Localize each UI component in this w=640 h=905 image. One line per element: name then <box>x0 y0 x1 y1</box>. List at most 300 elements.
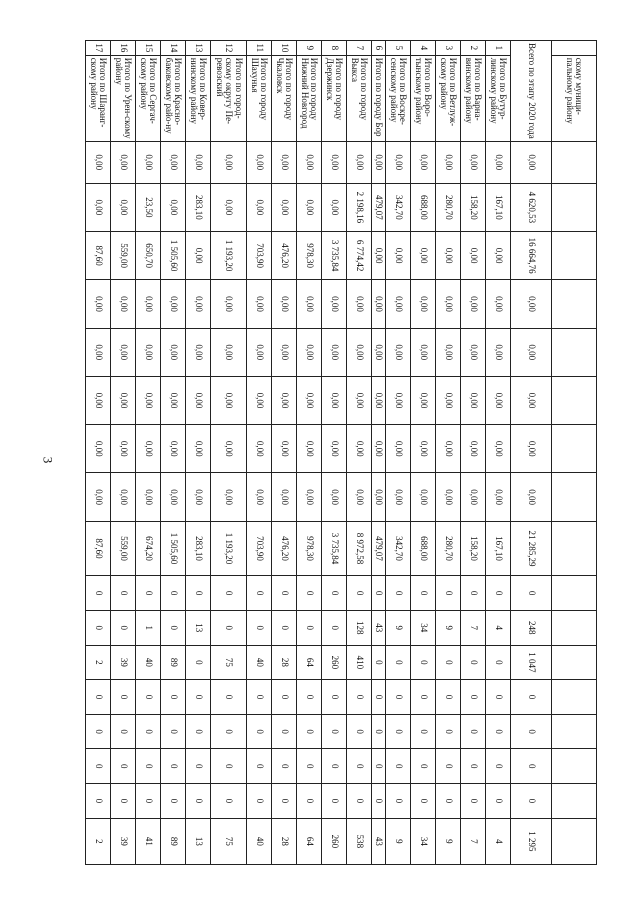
total-value-cell: 0 <box>511 784 552 819</box>
value-cell: 40 <box>246 645 271 680</box>
value-cell: 0,00 <box>296 376 321 424</box>
total-value-cell: 248 <box>511 610 552 645</box>
district-name-cell: Итого по Шаранг-скому району <box>86 55 111 141</box>
value-cell: 0 <box>321 610 346 645</box>
value-cell: 0,00 <box>296 425 321 473</box>
value-cell: 0 <box>211 714 247 749</box>
value-cell: 1 193,20 <box>211 232 247 280</box>
value-cell: 0,00 <box>461 328 486 376</box>
value-cell: 0,00 <box>411 280 436 328</box>
value-cell: 0,00 <box>211 473 247 521</box>
table-row <box>271 41 296 865</box>
value-cell: 0 <box>111 749 136 784</box>
value-cell: 0 <box>371 576 385 611</box>
value-cell: 0,00 <box>136 141 161 183</box>
district-name-cell: Итого по Ветлуж-скому району <box>436 55 461 141</box>
table-cell <box>552 425 597 473</box>
value-cell: 28 <box>271 645 296 680</box>
value-cell: 0,00 <box>461 232 486 280</box>
district-name-cell: Итого по Сергач-скому району <box>136 55 161 141</box>
table-cell <box>552 680 597 715</box>
value-cell: 0,00 <box>211 141 247 183</box>
district-name-cell: Итого по Воро-тынскому району <box>411 55 436 141</box>
value-cell: 0,00 <box>296 183 321 231</box>
total-value-cell: 0,00 <box>511 376 552 424</box>
value-cell: 0 <box>136 749 161 784</box>
value-cell: 0,00 <box>486 280 511 328</box>
value-cell: 0 <box>111 576 136 611</box>
value-cell: 4 <box>486 610 511 645</box>
value-cell: 0 <box>461 749 486 784</box>
total-value-cell: 0 <box>511 680 552 715</box>
value-cell: 342,70 <box>386 521 411 576</box>
value-cell: 0,00 <box>461 473 486 521</box>
value-cell: 650,70 <box>136 232 161 280</box>
value-cell: 0,00 <box>271 473 296 521</box>
district-name-cell: Итого по Варна-винскому району <box>461 55 486 141</box>
value-cell: 6 774,42 <box>346 232 371 280</box>
value-cell: 0 <box>371 784 385 819</box>
value-cell: 34 <box>411 610 436 645</box>
value-cell: 0,00 <box>271 183 296 231</box>
value-cell: 0,00 <box>111 141 136 183</box>
value-cell: 23,50 <box>136 183 161 231</box>
total-value-cell: 0,00 <box>511 473 552 521</box>
value-cell: 0,00 <box>461 425 486 473</box>
row-number-cell: 3 <box>436 41 461 56</box>
value-cell: 0,00 <box>386 376 411 424</box>
value-cell: 0,00 <box>296 328 321 376</box>
row-number-cell: 8 <box>321 41 346 56</box>
value-cell: 0 <box>321 576 346 611</box>
value-cell: 0,00 <box>186 473 211 521</box>
row-number-cell: 17 <box>86 41 111 56</box>
value-cell: 0,00 <box>386 328 411 376</box>
value-cell: 0,00 <box>211 280 247 328</box>
value-cell: 64 <box>296 645 321 680</box>
value-cell: 0,00 <box>211 183 247 231</box>
value-cell: 0 <box>211 784 247 819</box>
value-cell: 0,00 <box>321 141 346 183</box>
value-cell: 0 <box>436 576 461 611</box>
value-cell: 0,00 <box>186 232 211 280</box>
value-cell: 0 <box>386 714 411 749</box>
value-cell: 167,10 <box>486 521 511 576</box>
row-number-cell: 2 <box>461 41 486 56</box>
value-cell: 476,20 <box>271 232 296 280</box>
value-cell: 0,00 <box>436 141 461 183</box>
value-cell: 0,00 <box>411 328 436 376</box>
value-cell: 0 <box>271 749 296 784</box>
row-number-cell: 4 <box>411 41 436 56</box>
value-cell: 688,00 <box>411 183 436 231</box>
value-cell: 0 <box>346 680 371 715</box>
value-cell: 0,00 <box>411 376 436 424</box>
value-cell: 0,00 <box>461 376 486 424</box>
value-cell: 0,00 <box>321 280 346 328</box>
value-cell: 0,00 <box>136 376 161 424</box>
value-cell: 0,00 <box>371 141 385 183</box>
value-cell: 0,00 <box>186 328 211 376</box>
row-number-cell: 13 <box>186 41 211 56</box>
value-cell: 0,00 <box>186 376 211 424</box>
value-cell: 0,00 <box>111 425 136 473</box>
value-cell: 0,00 <box>136 328 161 376</box>
value-cell: 978,30 <box>296 521 321 576</box>
value-cell: 0,00 <box>371 328 385 376</box>
value-cell: 280,70 <box>436 183 461 231</box>
page-number: 3 <box>40 456 56 464</box>
row-number-cell: 14 <box>161 41 186 56</box>
value-cell: 0,00 <box>296 473 321 521</box>
value-cell: 0,00 <box>436 425 461 473</box>
value-cell: 0,00 <box>486 376 511 424</box>
value-cell: 13 <box>186 610 211 645</box>
value-cell: 0,00 <box>346 473 371 521</box>
value-cell: 0 <box>161 714 186 749</box>
table-cell <box>552 714 597 749</box>
value-cell: 0,00 <box>371 280 385 328</box>
total-value-cell: 0,00 <box>511 425 552 473</box>
value-cell: 0 <box>86 714 111 749</box>
value-cell: 0 <box>111 610 136 645</box>
table-cell <box>552 232 597 280</box>
table-row <box>211 41 247 865</box>
value-cell: 0,00 <box>111 376 136 424</box>
value-cell: 260 <box>321 645 346 680</box>
value-cell: 39 <box>111 645 136 680</box>
district-name-cell: Итого по Ковер-нинскому району <box>186 55 211 141</box>
value-cell: 0 <box>411 680 436 715</box>
value-cell: 0 <box>136 680 161 715</box>
value-cell: 0 <box>86 749 111 784</box>
value-cell: 0,00 <box>436 376 461 424</box>
rotated-table-container <box>85 40 597 865</box>
value-cell: 0,00 <box>86 328 111 376</box>
value-cell: 0,00 <box>246 376 271 424</box>
value-cell: 0 <box>461 784 486 819</box>
value-cell: 0 <box>386 645 411 680</box>
value-cell: 4 <box>486 818 511 864</box>
value-cell: 43 <box>371 818 385 864</box>
value-cell: 0,00 <box>371 376 385 424</box>
value-cell: 0 <box>271 784 296 819</box>
value-cell: 0,00 <box>346 141 371 183</box>
value-cell: 0,00 <box>371 232 385 280</box>
value-cell: 0 <box>296 749 321 784</box>
value-cell: 0 <box>411 714 436 749</box>
value-cell: 0 <box>136 576 161 611</box>
value-cell: 0,00 <box>136 473 161 521</box>
table-cell <box>552 818 597 864</box>
value-cell: 0,00 <box>186 280 211 328</box>
value-cell: 674,20 <box>136 521 161 576</box>
value-cell: 0,00 <box>386 141 411 183</box>
row-number-cell: 16 <box>111 41 136 56</box>
value-cell: 0,00 <box>386 280 411 328</box>
value-cell: 476,20 <box>271 521 296 576</box>
value-cell: 0 <box>386 784 411 819</box>
value-cell: 0 <box>436 749 461 784</box>
value-cell: 0 <box>211 749 247 784</box>
value-cell: 0,00 <box>346 425 371 473</box>
value-cell: 0 <box>136 714 161 749</box>
value-cell: 260 <box>321 818 346 864</box>
value-cell: 0,00 <box>321 183 346 231</box>
report-table <box>85 40 597 865</box>
value-cell: 2 <box>86 818 111 864</box>
total-value-cell: 0,00 <box>511 280 552 328</box>
value-cell: 0 <box>486 749 511 784</box>
value-cell: 0,00 <box>161 425 186 473</box>
value-cell: 9 <box>386 818 411 864</box>
value-cell: 0 <box>486 784 511 819</box>
value-cell: 0,00 <box>296 141 321 183</box>
row-number-cell: 12 <box>211 41 247 56</box>
total-value-cell: 1 295 <box>511 818 552 864</box>
value-cell: 3 735,84 <box>321 521 346 576</box>
value-cell: 0,00 <box>371 425 385 473</box>
value-cell: 40 <box>246 818 271 864</box>
value-cell: 64 <box>296 818 321 864</box>
row-number-cell: 9 <box>296 41 321 56</box>
value-cell: 0 <box>346 749 371 784</box>
value-cell: 0,00 <box>386 473 411 521</box>
value-cell: 280,70 <box>436 521 461 576</box>
value-cell: 89 <box>161 818 186 864</box>
value-cell: 0 <box>161 784 186 819</box>
value-cell: 0,00 <box>161 376 186 424</box>
row-number-cell: 7 <box>346 41 371 56</box>
value-cell: 0 <box>246 610 271 645</box>
total-value-cell: 0 <box>511 749 552 784</box>
value-cell: 0 <box>211 576 247 611</box>
value-cell: 0 <box>411 749 436 784</box>
district-name-cell: Итого по Урен-скому району <box>111 55 136 141</box>
value-cell: 28 <box>271 818 296 864</box>
value-cell: 9 <box>436 818 461 864</box>
value-cell: 41 <box>136 818 161 864</box>
value-cell: 0,00 <box>86 473 111 521</box>
value-cell: 0 <box>371 714 385 749</box>
value-cell: 0 <box>86 680 111 715</box>
value-cell: 0,00 <box>436 232 461 280</box>
value-cell: 0,00 <box>346 376 371 424</box>
value-cell: 0 <box>386 576 411 611</box>
value-cell: 0,00 <box>211 425 247 473</box>
value-cell: 43 <box>371 610 385 645</box>
table-row <box>161 41 186 865</box>
value-cell: 0 <box>346 576 371 611</box>
value-cell: 0 <box>246 749 271 784</box>
value-cell: 89 <box>161 645 186 680</box>
value-cell: 0 <box>371 749 385 784</box>
value-cell: 34 <box>411 818 436 864</box>
table-row <box>436 41 461 865</box>
district-name-cell: Итого по Воскре-сенскому району <box>386 55 411 141</box>
value-cell: 0,00 <box>271 376 296 424</box>
value-cell: 0 <box>296 680 321 715</box>
value-cell: 0,00 <box>86 376 111 424</box>
district-name-cell: Итого по городу Бор <box>371 55 385 141</box>
table-cell <box>552 645 597 680</box>
value-cell: 0 <box>486 645 511 680</box>
value-cell: 342,70 <box>386 183 411 231</box>
value-cell: 0,00 <box>486 141 511 183</box>
total-value-cell: 21 285,29 <box>511 521 552 576</box>
table-cell <box>552 521 597 576</box>
total-value-cell: 16 664,76 <box>511 232 552 280</box>
value-cell: 0,00 <box>296 280 321 328</box>
value-cell: 1 505,60 <box>161 521 186 576</box>
value-cell: 0 <box>461 645 486 680</box>
value-cell: 0,00 <box>86 425 111 473</box>
value-cell: 0,00 <box>346 328 371 376</box>
value-cell: 0 <box>161 576 186 611</box>
value-cell: 0 <box>321 714 346 749</box>
table-cell <box>552 328 597 376</box>
value-cell: 0,00 <box>411 473 436 521</box>
value-cell: 0 <box>86 610 111 645</box>
table-cell <box>552 183 597 231</box>
value-cell: 0,00 <box>246 280 271 328</box>
value-cell: 0,00 <box>461 141 486 183</box>
table-row <box>486 41 511 865</box>
table-cell <box>552 280 597 328</box>
table-row <box>111 41 136 865</box>
value-cell: 0,00 <box>436 328 461 376</box>
value-cell: 75 <box>211 818 247 864</box>
value-cell: 0 <box>186 784 211 819</box>
value-cell: 0,00 <box>486 232 511 280</box>
value-cell: 0,00 <box>436 473 461 521</box>
value-cell: 0 <box>386 749 411 784</box>
value-cell: 0,00 <box>321 473 346 521</box>
value-cell: 0,00 <box>161 183 186 231</box>
table-cell <box>552 749 597 784</box>
row-number-cell: 5 <box>386 41 411 56</box>
value-cell: 0,00 <box>136 280 161 328</box>
row-number-cell: 10 <box>271 41 296 56</box>
table-body <box>86 41 597 865</box>
value-cell: 7 <box>461 610 486 645</box>
value-cell: 1 193,20 <box>211 521 247 576</box>
value-cell: 0 <box>411 784 436 819</box>
value-cell: 0,00 <box>161 280 186 328</box>
value-cell: 2 198,16 <box>346 183 371 231</box>
value-cell: 0,00 <box>86 141 111 183</box>
value-cell: 0 <box>111 680 136 715</box>
value-cell: 0 <box>246 714 271 749</box>
value-cell: 87,60 <box>86 232 111 280</box>
table-row <box>186 41 211 865</box>
table-row <box>246 41 271 865</box>
value-cell: 0,00 <box>186 425 211 473</box>
value-cell: 0 <box>186 749 211 784</box>
value-cell: 87,60 <box>86 521 111 576</box>
row-number-cell: 6 <box>371 41 385 56</box>
value-cell: 0,00 <box>411 425 436 473</box>
value-cell: 7 <box>461 818 486 864</box>
value-cell: 688,00 <box>411 521 436 576</box>
value-cell: 0,00 <box>346 280 371 328</box>
value-cell: 0 <box>436 714 461 749</box>
value-cell: 0,00 <box>461 280 486 328</box>
value-cell: 0 <box>321 784 346 819</box>
value-cell: 0,00 <box>111 183 136 231</box>
table-row-header-fragment <box>552 41 597 865</box>
table-row <box>461 41 486 865</box>
value-cell: 0 <box>136 784 161 819</box>
value-cell: 0 <box>246 784 271 819</box>
value-cell: 0,00 <box>211 328 247 376</box>
table-cell <box>552 41 597 56</box>
value-cell: 0,00 <box>161 473 186 521</box>
value-cell: 0 <box>246 576 271 611</box>
value-cell: 479,07 <box>371 521 385 576</box>
value-cell: 9 <box>386 610 411 645</box>
table-row-total <box>511 41 552 865</box>
value-cell: 0,00 <box>111 473 136 521</box>
value-cell: 0,00 <box>246 425 271 473</box>
value-cell: 283,10 <box>186 183 211 231</box>
value-cell: 0 <box>296 610 321 645</box>
value-cell: 3 735,84 <box>321 232 346 280</box>
value-cell: 0 <box>486 576 511 611</box>
value-cell: 0,00 <box>246 328 271 376</box>
value-cell: 0,00 <box>211 376 247 424</box>
value-cell: 0 <box>461 680 486 715</box>
value-cell: 2 <box>86 645 111 680</box>
value-cell: 0,00 <box>111 280 136 328</box>
value-cell: 0 <box>486 714 511 749</box>
district-name-cell: Итого по городу Выкса <box>346 55 371 141</box>
value-cell: 479,07 <box>371 183 385 231</box>
value-cell: 158,20 <box>461 521 486 576</box>
table-row <box>411 41 436 865</box>
value-cell: 0 <box>161 610 186 645</box>
total-value-cell: 1 047 <box>511 645 552 680</box>
value-cell: 0 <box>271 610 296 645</box>
district-name-cell: Итого по Бутур-линскому району <box>486 55 511 141</box>
value-cell: 0 <box>271 714 296 749</box>
value-cell: 39 <box>111 818 136 864</box>
value-cell: 0,00 <box>386 425 411 473</box>
value-cell: 0,00 <box>271 141 296 183</box>
value-cell: 75 <box>211 645 247 680</box>
value-cell: 0 <box>211 610 247 645</box>
table-row <box>86 41 111 865</box>
total-value-cell: 4 620,53 <box>511 183 552 231</box>
value-cell: 0 <box>161 749 186 784</box>
table-cell <box>552 473 597 521</box>
total-value-cell: 0 <box>511 714 552 749</box>
value-cell: 0 <box>436 680 461 715</box>
value-cell: 0,00 <box>371 473 385 521</box>
total-value-cell: 0,00 <box>511 141 552 183</box>
table-row <box>296 41 321 865</box>
value-cell: 0 <box>321 680 346 715</box>
district-name-cell: Итого по городу Чкаловск <box>271 55 296 141</box>
value-cell: 0,00 <box>111 328 136 376</box>
value-cell: 0,00 <box>411 232 436 280</box>
value-cell: 0 <box>411 576 436 611</box>
value-cell: 0,00 <box>411 141 436 183</box>
value-cell: 0,00 <box>486 425 511 473</box>
value-cell: 0,00 <box>246 183 271 231</box>
value-cell: 0 <box>371 645 385 680</box>
value-cell: 0,00 <box>321 425 346 473</box>
